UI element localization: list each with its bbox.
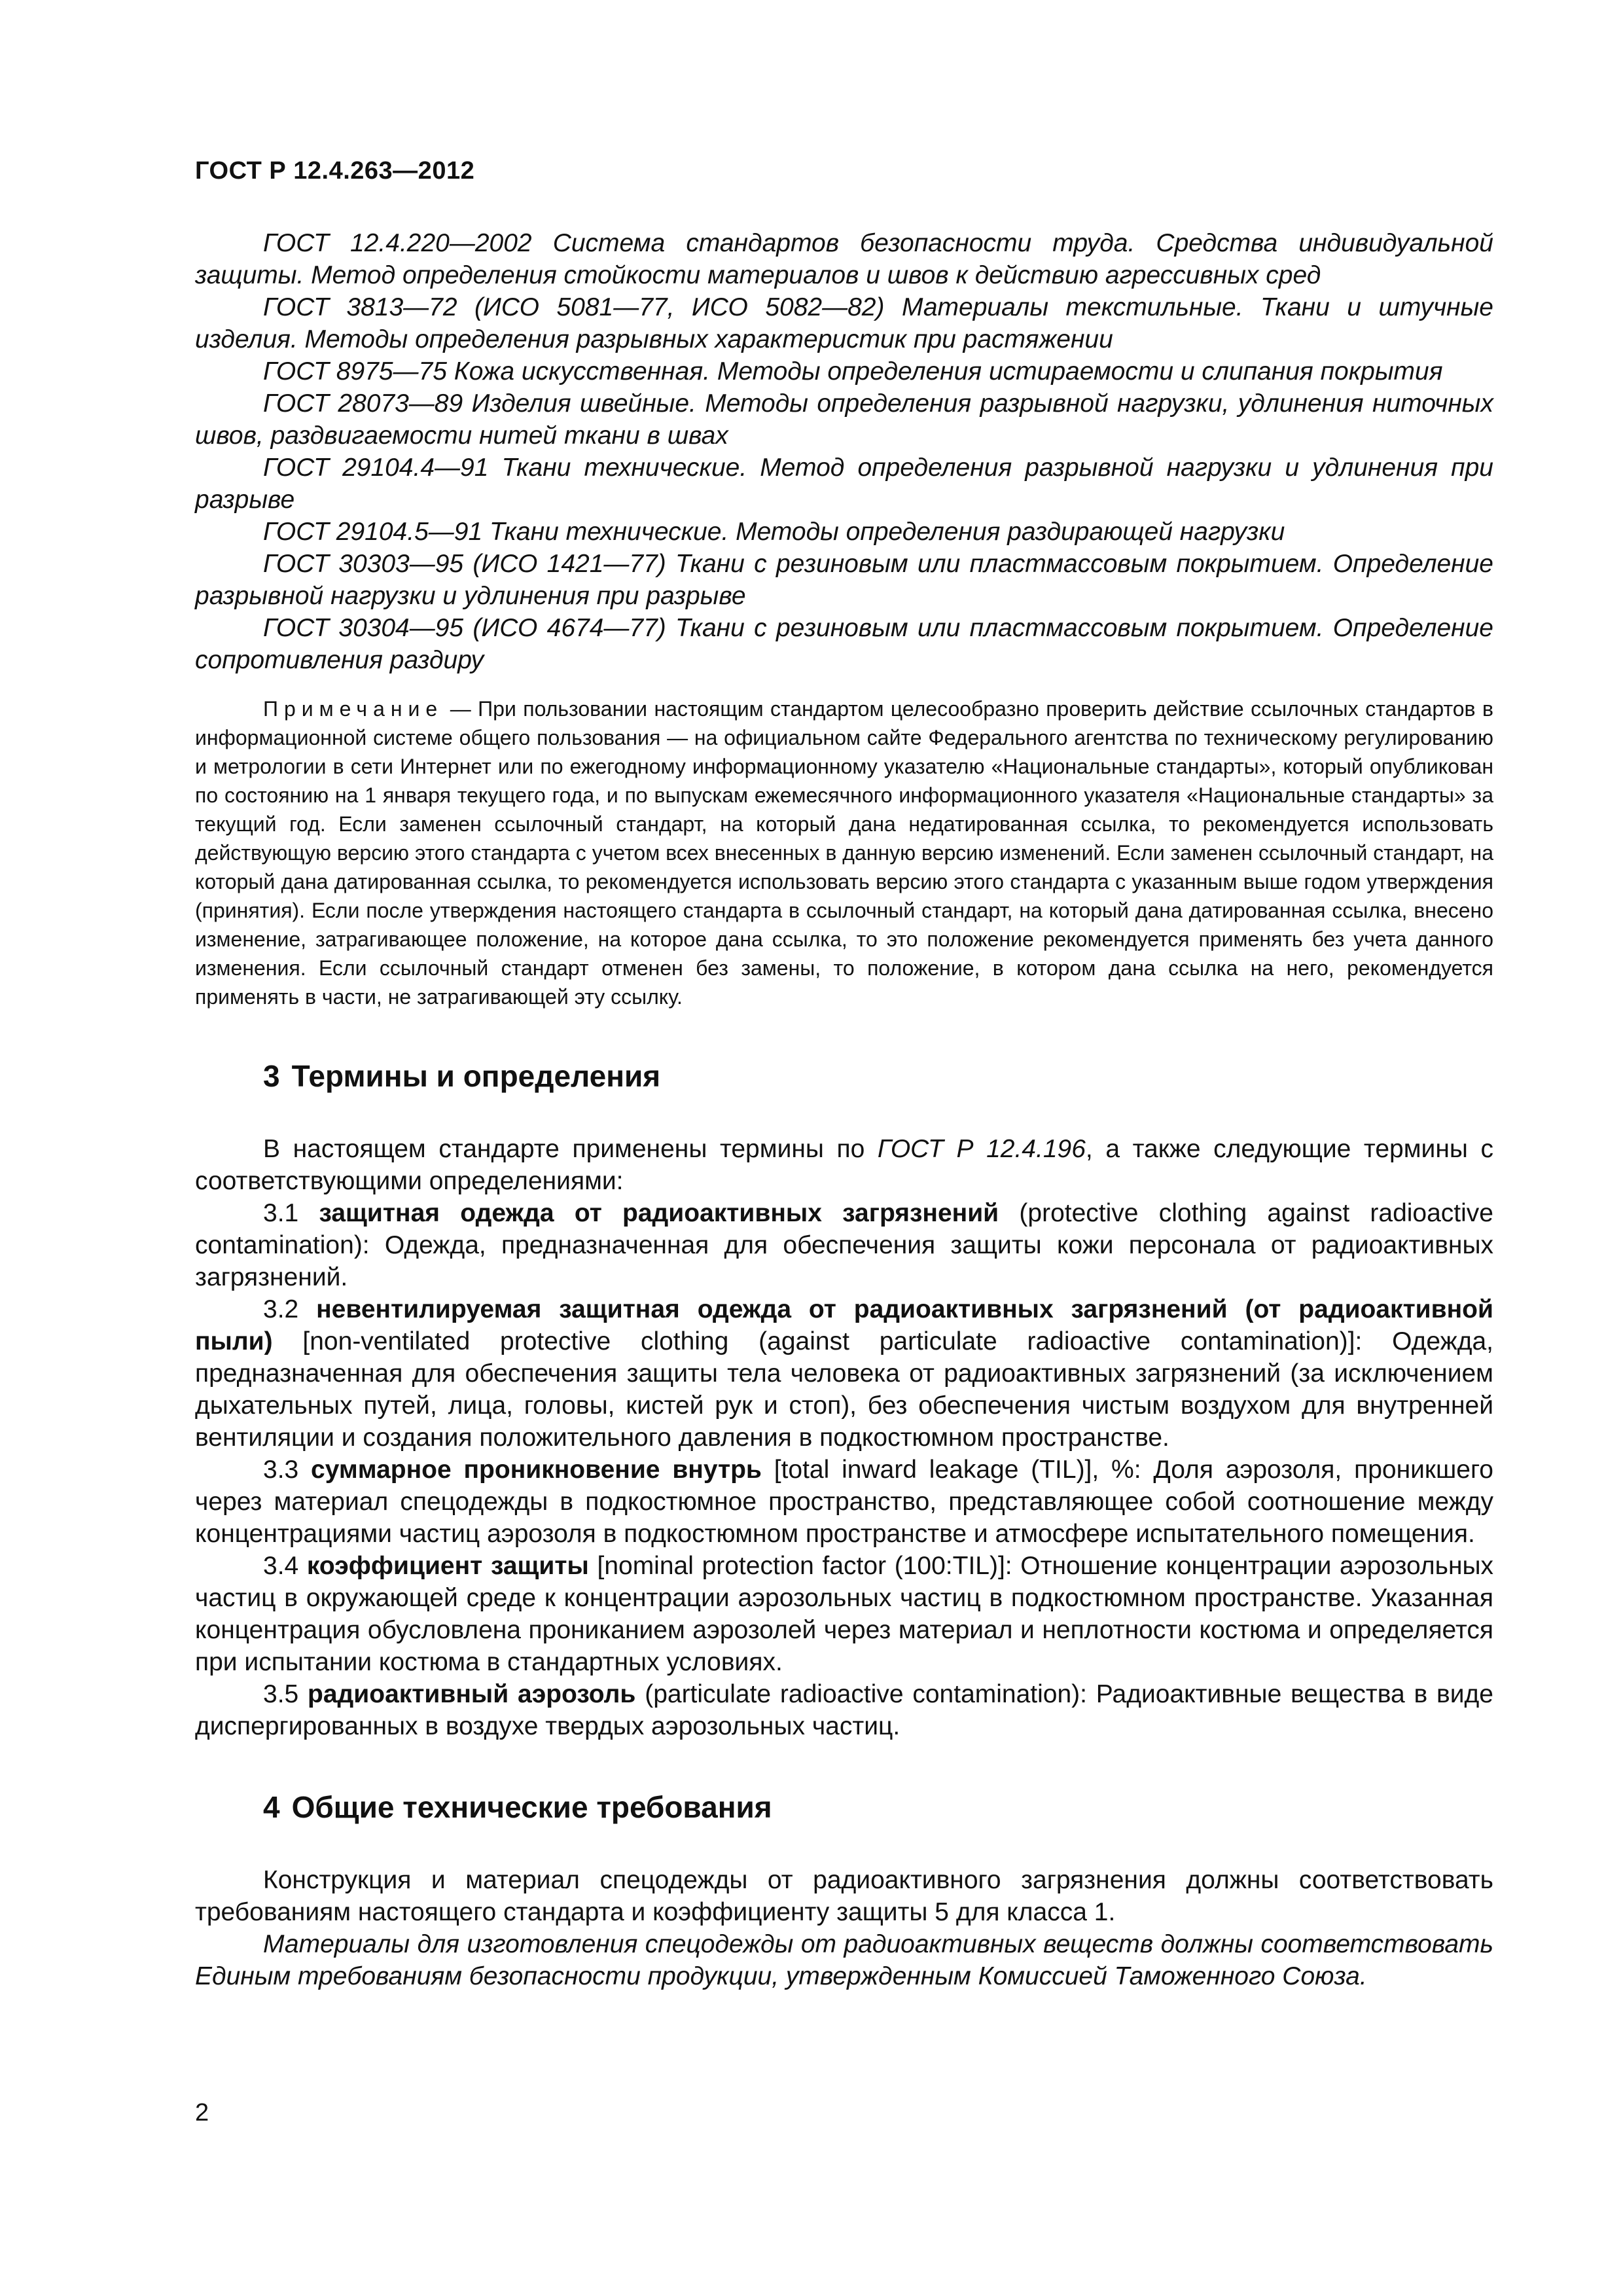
section-number: 4 <box>263 1790 280 1824</box>
term-number: 3.3 <box>263 1456 299 1484</box>
intro-reference: ГОСТ Р 12.4.196 <box>877 1135 1086 1163</box>
section-3-heading <box>263 1058 1493 1094</box>
term-definition: [total inward leakage (TIL)], %: Доля аэрозоля, проникшего через материал спецодежды в подкостюмное пространство, представляющее собой соотношение между концентрациями частиц аэрозоля в подкостюмном пространстве и атмосфере испытательного помещения. <box>195 1456 1494 1548</box>
reference-item: ГОСТ 30304—95 (ИСО 4674—77) Ткани с резиновым или пластмассовым покрытием. Определение сопротивления раздиру <box>195 614 1493 674</box>
normative-references-list <box>195 227 1493 676</box>
reference-item: ГОСТ 3813—72 (ИСО 5081—77, ИСО 5082—82) Материалы текстильные. Ткани и штучные изделия. Методы определения разрывных характеристик при растяжении <box>195 293 1493 353</box>
document-header: ГОСТ Р 12.4.263—2012 <box>195 157 475 185</box>
term-number: 3.1 <box>263 1199 299 1227</box>
term-name: суммарное проникновение внутрь <box>311 1456 762 1484</box>
term-name: коэффициент защиты <box>306 1552 589 1580</box>
term-number: 3.4 <box>263 1552 299 1580</box>
term-entry <box>195 1454 1493 1550</box>
reference-item: ГОСТ 12.4.220—2002 Система стандартов безопасности труда. Средства индивидуальной защиты. Метод определения стойкости материалов и швов к действию агрессивных сред <box>195 229 1493 289</box>
term-number: 3.2 <box>263 1295 299 1323</box>
term-name: радиоактивный аэрозоль <box>308 1680 636 1708</box>
term-definition: (particulate radioactive contamination): Радиоактивные вещества в виде диспергированных в воздухе твердых аэрозольных частиц. <box>195 1680 1494 1740</box>
section-number: 3 <box>263 1059 280 1093</box>
term-entry <box>195 1293 1493 1454</box>
reference-item: ГОСТ 8975—75 Кожа искусственная. Методы определения истираемости и слипания покрытия <box>263 357 1443 386</box>
term-number: 3.5 <box>263 1680 299 1708</box>
reference-item: ГОСТ 28073—89 Изделия швейные. Методы определения разрывной нагрузки, удлинения ниточных швов, раздвигаемости нитей ткани в швах <box>195 389 1493 450</box>
note-paragraph <box>195 694 1493 1011</box>
reference-item: ГОСТ 29104.4—91 Ткани технические. Метод определения разрывной нагрузки и удлинения при разрыве <box>195 454 1493 514</box>
term-name: защитная одежда от радиоактивных загрязнений <box>319 1199 999 1227</box>
intro-text-tail: , а также следующие термины с соответствующими определениями: <box>195 1135 1493 1195</box>
page-number: 2 <box>195 2099 209 2126</box>
term-entry <box>195 1678 1493 1742</box>
term-entry <box>195 1550 1493 1678</box>
document-page <box>195 157 1493 1992</box>
section-4-paragraph-italic: Материалы для изготовления спецодежды от радиоактивных веществ должны соответствовать Единым требованиям безопасности продукции, утвержденным Комиссией Таможенного Союза. <box>195 1930 1493 1990</box>
term-definition: (protective clothing against radioactive contamination): Одежда, предназначенная для обеспечения защиты кожи персонала от радиоактивных загрязнений. <box>195 1199 1494 1291</box>
section-3-intro <box>195 1133 1493 1197</box>
note-text: — При пользовании настоящим стандартом целесообразно проверить действие ссылочных стандартов в информационной системе общего пользования — на официальном сайте Федерального агентства по техническому регулированию и метрологии в сети Интернет или по ежегодному информационному указателю «Национальные стандарты», который опубликован по состоянию на 1 января текущего года, и по выпускам ежемесячного информационного указателя «Национальные стандарты» за текущий год. Если заменен ссылочный стандарт, на который дана недатированная ссылка, то рекомендуется использовать действующую версию этого стандарта с учетом всех внесенных в данную версию изменений. Если заменен ссылочный стандарт, на который дана датированная ссылка, то рекомендуется использовать версию этого стандарта с указанным выше годом утверждения (принятия). Если после утверждения настоящего стандарта в ссылочный стандарт, на который дана датированная ссылка, внесено изменение, затрагивающее положение, на которое дана ссылка, то это положение рекомендуется применять без учета данного изменения. Если ссылочный стандарт отменен без замены, то положение, в котором дана ссылка на него, рекомендуется применять в части, не затрагивающей эту ссылку. <box>195 697 1494 1009</box>
term-name: невентилируемая защитная одежда от радиоактивных загрязнений (от радиоактивной пыли) <box>195 1295 1493 1355</box>
term-definition: [non-ventilated protective clothing (against particulate radioactive contamination)]: Одежда, предназначенная для обеспечения защиты тела человека от радиоактивных загрязнений (за исключением дыхательных путей, лица, головы, кистей рук и стоп), без обеспечения чистым воздухом для внутренней вентиляции и создания положительного давления в подкостюмном пространстве. <box>195 1327 1493 1452</box>
note-label: Примечание <box>263 697 444 721</box>
section-4-paragraph: Конструкция и материал спецодежды от радиоактивного загрязнения должны соответствовать требованиям настоящего стандарта и коэффициенту защиты 5 для класса 1. <box>195 1866 1493 1926</box>
section-title: Общие технические требования <box>291 1790 772 1824</box>
intro-text: В настоящем стандарте применены термины по <box>263 1135 878 1163</box>
reference-item: ГОСТ 29104.5—91 Ткани технические. Методы определения раздирающей нагрузки <box>263 518 1285 546</box>
term-definition: [nominal protection factor (100:TIL)]: Отношение концентрации аэрозольных частиц в окружающей среде к концентрации аэрозольных частиц в подкостюмном пространстве. Указанная концентрация обусловлена прониканием аэрозолей через материал и неплотности костюма и определяется при испытании костюма в стандартных условиях. <box>195 1552 1494 1676</box>
section-title: Термины и определения <box>291 1059 661 1093</box>
term-entry <box>195 1197 1493 1293</box>
reference-item: ГОСТ 30303—95 (ИСО 1421—77) Ткани с резиновым или пластмассовым покрытием. Определение разрывной нагрузки и удлинения при разрыве <box>195 550 1493 610</box>
section-4-heading <box>263 1789 1493 1825</box>
